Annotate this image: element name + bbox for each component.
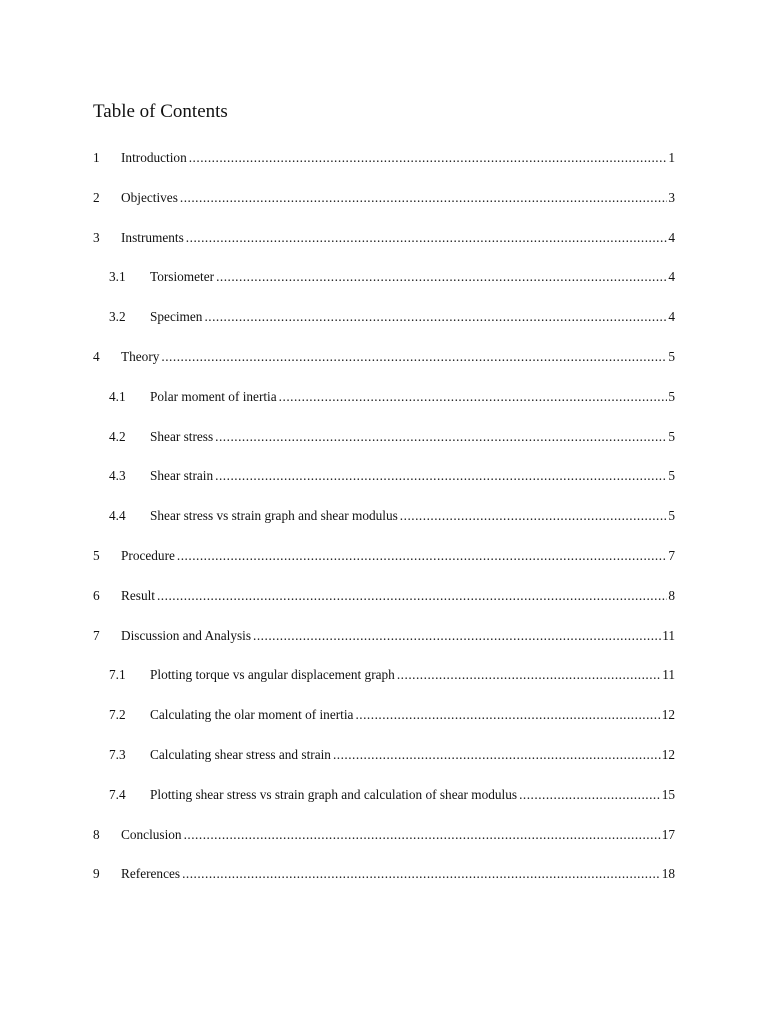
toc-entry-content	[121, 544, 675, 568]
toc-entry-number: 4.3	[109, 468, 126, 484]
toc-entry-label: Shear stress vs strain graph and shear modulus	[150, 508, 398, 524]
dot-leader	[215, 464, 667, 488]
dot-leader	[355, 703, 660, 727]
toc-entry-content	[121, 823, 675, 847]
toc-entry-label: Theory	[121, 348, 160, 364]
toc-entry-number: 7.4	[109, 786, 126, 802]
toc-entry-content	[121, 186, 675, 210]
toc-entry-label: Specimen	[150, 309, 203, 325]
dot-leader	[333, 743, 661, 767]
toc-entry-content	[121, 226, 675, 250]
toc-entry-number: 7	[93, 627, 100, 643]
toc-entry-label: Procedure	[121, 547, 175, 563]
toc-entry-label: Instruments	[121, 229, 184, 245]
dot-leader	[182, 862, 661, 886]
toc-entry-page-number: 15	[661, 786, 675, 802]
toc-entry-page-number: 3	[668, 189, 675, 205]
toc-entry[interactable]	[0, 385, 768, 425]
toc-entry[interactable]	[0, 305, 768, 345]
toc-entry-page-number: 4	[668, 269, 675, 285]
toc-entry[interactable]	[0, 464, 768, 504]
toc-entry-number: 9	[93, 866, 100, 882]
toc-entry-page-number: 18	[661, 866, 675, 882]
toc-title: Table of Contents	[93, 101, 228, 122]
toc-entry-page-number: 1	[668, 150, 675, 165]
toc-entry-number: 4.1	[109, 388, 126, 404]
toc-entry-label: Result	[121, 587, 155, 603]
toc-entry-content	[150, 464, 675, 488]
toc-list	[0, 146, 768, 902]
toc-entry-label: Plotting torque vs angular displacement graph	[150, 667, 395, 683]
dot-leader	[400, 504, 668, 528]
toc-entry-number: 4.4	[109, 508, 126, 524]
toc-entry-label: Shear stress	[150, 428, 214, 444]
toc-entry-number: 7.3	[109, 746, 126, 762]
dot-leader	[180, 186, 667, 210]
toc-entry-content	[121, 862, 675, 886]
toc-entry-content	[150, 425, 675, 449]
toc-entry-number: 1	[93, 150, 100, 165]
toc-entry-number: 8	[93, 826, 100, 842]
toc-entry-label: References	[121, 866, 181, 882]
toc-entry-content	[150, 743, 675, 767]
toc-entry-page-number: 12	[661, 746, 675, 762]
toc-entry[interactable]	[0, 743, 768, 783]
toc-entry-label: Conclusion	[121, 826, 182, 842]
toc-entry-page-number: 4	[668, 229, 675, 245]
toc-entry[interactable]	[0, 663, 768, 703]
toc-entry[interactable]	[0, 584, 768, 624]
toc-entry[interactable]	[0, 823, 768, 863]
dot-leader	[215, 425, 667, 449]
dot-leader	[161, 345, 667, 369]
toc-entry-content	[121, 345, 675, 369]
toc-entry-page-number: 4	[668, 309, 675, 325]
toc-entry-page-number: 8	[668, 587, 675, 603]
toc-entry[interactable]	[0, 226, 768, 266]
toc-entry-page-number: 7	[668, 547, 675, 563]
toc-entry[interactable]	[0, 783, 768, 823]
toc-entry-content	[121, 584, 675, 608]
toc-entry-number: 2	[93, 189, 100, 205]
toc-entry-content	[150, 385, 675, 409]
toc-entry-label: Discussion and Analysis	[121, 627, 252, 643]
toc-entry-page-number: 17	[661, 826, 675, 842]
dot-leader	[184, 823, 661, 847]
toc-entry-label: Shear strain	[150, 468, 214, 484]
toc-entry[interactable]	[0, 624, 768, 664]
toc-entry-content	[150, 265, 675, 289]
dot-leader	[204, 305, 667, 329]
toc-entry-content	[150, 663, 675, 687]
toc-entry[interactable]	[0, 544, 768, 584]
toc-entry-content	[150, 783, 675, 807]
toc-entry-number: 7.1	[109, 667, 126, 683]
toc-entry-page-number: 12	[661, 707, 675, 723]
toc-entry[interactable]	[0, 186, 768, 226]
dot-leader	[253, 624, 661, 648]
toc-entry-label: Torsiometer	[150, 269, 215, 285]
toc-entry-label: Calculating the olar moment of inertia	[150, 707, 354, 723]
toc-entry-label: Plotting shear stress vs strain graph and calculation of shear modulus	[150, 786, 518, 802]
dot-leader	[186, 226, 668, 250]
toc-entry-page-number: 5	[668, 388, 675, 404]
toc-entry-content	[121, 146, 675, 170]
toc-entry-number: 3.1	[109, 269, 126, 285]
toc-entry-content	[150, 504, 675, 528]
toc-entry-page-number: 11	[662, 667, 675, 683]
toc-entry-content	[150, 703, 675, 727]
toc-entry-number: 4.2	[109, 428, 126, 444]
toc-entry[interactable]	[0, 703, 768, 743]
toc-entry-page-number: 5	[668, 468, 675, 484]
toc-entry[interactable]	[0, 425, 768, 465]
dot-leader	[189, 146, 668, 170]
dot-leader	[157, 584, 667, 608]
toc-entry-page-number: 5	[668, 348, 675, 364]
dot-leader	[177, 544, 667, 568]
toc-entry-page-number: 11	[662, 627, 675, 643]
toc-entry-number: 3	[93, 229, 100, 245]
toc-entry-content	[121, 624, 675, 648]
toc-entry[interactable]	[0, 265, 768, 305]
toc-entry-page-number: 5	[668, 428, 675, 444]
toc-entry-number: 3.2	[109, 309, 126, 325]
toc-entry-number: 4	[93, 348, 100, 364]
toc-entry-label: Polar moment of inertia	[150, 388, 277, 404]
dot-leader	[216, 265, 667, 289]
toc-entry-label: Calculating shear stress and strain	[150, 746, 331, 762]
toc-entry-content	[150, 305, 675, 329]
toc-entry[interactable]	[0, 345, 768, 385]
toc-entry[interactable]	[0, 862, 768, 902]
toc-entry-label: Introduction	[121, 150, 187, 165]
dot-leader	[519, 783, 661, 807]
dot-leader	[397, 663, 661, 687]
toc-entry-label: Objectives	[121, 189, 178, 205]
toc-entry-page-number: 5	[668, 508, 675, 524]
toc-entry-number: 5	[93, 547, 100, 563]
toc-entry-number: 6	[93, 587, 100, 603]
dot-leader	[279, 385, 668, 409]
toc-entry[interactable]	[0, 504, 768, 544]
toc-entry[interactable]	[0, 146, 768, 186]
toc-entry-number: 7.2	[109, 707, 126, 723]
